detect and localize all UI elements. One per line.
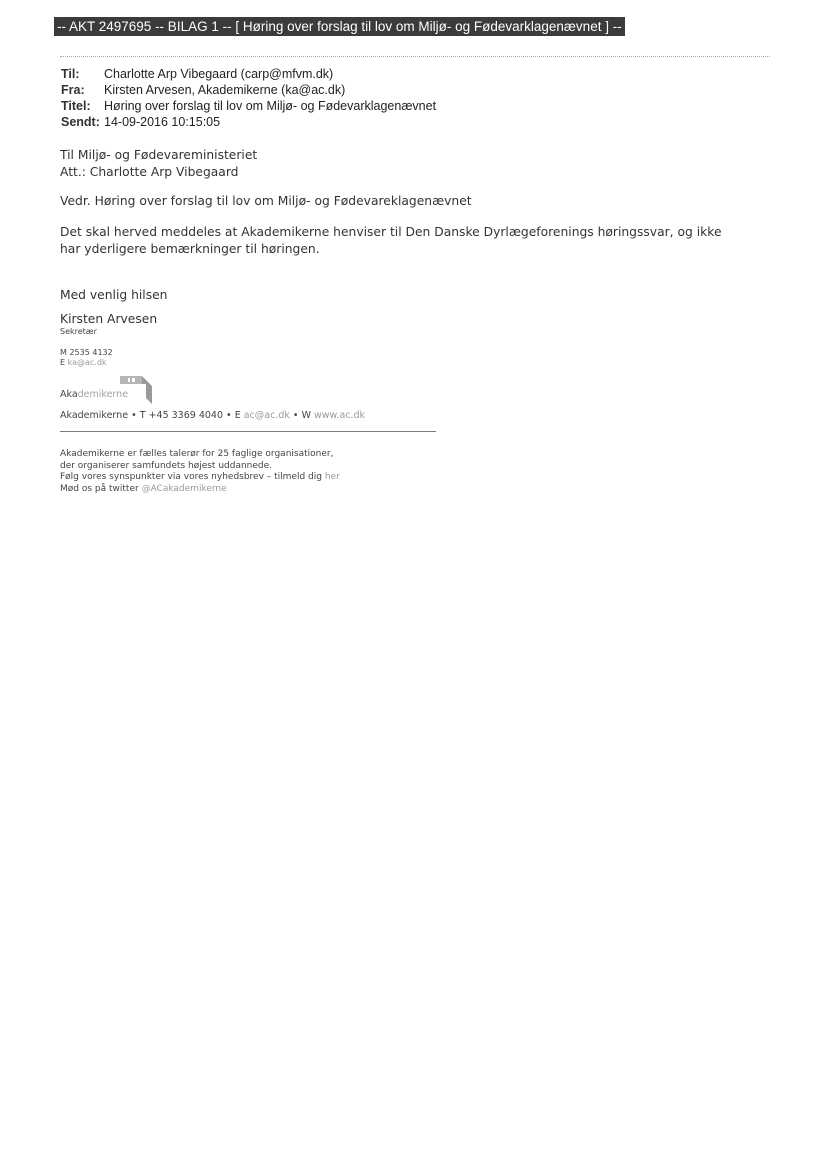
header-divider — [60, 56, 770, 57]
recipient-line: Til Miljø- og Fødevareministeriet — [60, 148, 258, 162]
contact-w-label: W — [301, 410, 311, 421]
sent-row — [61, 114, 436, 130]
organisation-footer — [60, 449, 340, 495]
recipient-block — [60, 147, 257, 181]
from-row — [61, 82, 436, 98]
body-line-2: har yderligere bemærkninger til høringen. — [60, 242, 320, 256]
email-header — [61, 66, 436, 130]
subject-line: Vedr. Høring over forslag til lov om Miljø- og Fødevareklagenævnet — [60, 194, 472, 208]
akademikerne-logo — [60, 376, 170, 408]
sent-value: 14-09-2016 10:15:05 — [104, 115, 221, 129]
attention-line: Att.: Charlotte Arp Vibegaard — [60, 165, 239, 179]
contact-phone: +45 3369 4040 — [148, 410, 224, 421]
from-value: Kirsten Arvesen, Akademikerne (ka@ac.dk) — [104, 83, 346, 97]
to-value: Charlotte Arp Vibegaard (carp@mfvm.dk) — [104, 67, 334, 81]
title-value: Høring over forslag til lov om Miljø- og Fødevarklagenævnet — [104, 99, 437, 113]
logo-text-dark: Aka — [60, 389, 78, 400]
organisation-contact-line — [60, 410, 365, 421]
document-banner: -- AKT 2497695 -- BILAG 1 -- [ Høring over forslag til lov om Miljø- og Fødevarklagenævnet ] -- — [54, 17, 625, 36]
title-row — [61, 98, 436, 114]
sent-label: Sendt: — [61, 115, 100, 129]
closing-greeting: Med venlig hilsen — [60, 288, 168, 302]
logo-text-light: demikerne — [77, 389, 129, 400]
bullet-icon: • — [131, 410, 137, 421]
contact-org: Akademikerne — [60, 410, 129, 421]
bullet-icon: • — [292, 410, 299, 421]
signature-title: Sekretær — [60, 327, 97, 336]
signature-email-row — [60, 358, 113, 368]
contact-web-link[interactable]: www.ac.dk — [314, 410, 366, 421]
twitter-handle-link[interactable]: @ACakademikerne — [141, 483, 227, 494]
signature-contact — [60, 348, 113, 368]
to-label: Til: — [61, 67, 80, 81]
footer-twitter-row — [60, 484, 340, 496]
to-row — [61, 66, 436, 82]
title-label: Titel: — [61, 99, 91, 113]
signature-phone: M 2535 4132 — [60, 348, 113, 357]
footer-newsletter-row — [60, 472, 340, 484]
signature-name: Kirsten Arvesen — [60, 312, 158, 326]
contact-email-link[interactable]: ac@ac.dk — [243, 410, 290, 421]
bullet-icon: • — [226, 410, 232, 421]
body-line-1: Det skal herved meddeles at Akademikerne henviser til Den Danske Dyrlægeforenings høringssvar, og ikke — [60, 225, 722, 239]
signature-email-label: E — [60, 358, 66, 367]
signature-divider — [60, 431, 436, 432]
footer-twitter-text: Mød os på twitter — [60, 483, 139, 494]
signature-email-link[interactable]: ka@ac.dk — [67, 358, 107, 367]
footer-newsletter-text: Følg vores synspunkter via vores nyhedsbrev – tilmeld dig — [60, 472, 322, 482]
logo-wordmark — [60, 389, 128, 400]
contact-e-label: E — [234, 410, 241, 421]
contact-t-label: T — [139, 410, 146, 421]
footer-line-1: Akademikerne er fælles talerør for 25 faglige organisationer, — [60, 449, 334, 459]
footer-line-2: der organiserer samfundets højest uddannede. — [60, 460, 273, 471]
from-label: Fra: — [61, 83, 85, 97]
letter-body — [60, 224, 772, 258]
newsletter-signup-link[interactable]: her — [324, 472, 340, 482]
